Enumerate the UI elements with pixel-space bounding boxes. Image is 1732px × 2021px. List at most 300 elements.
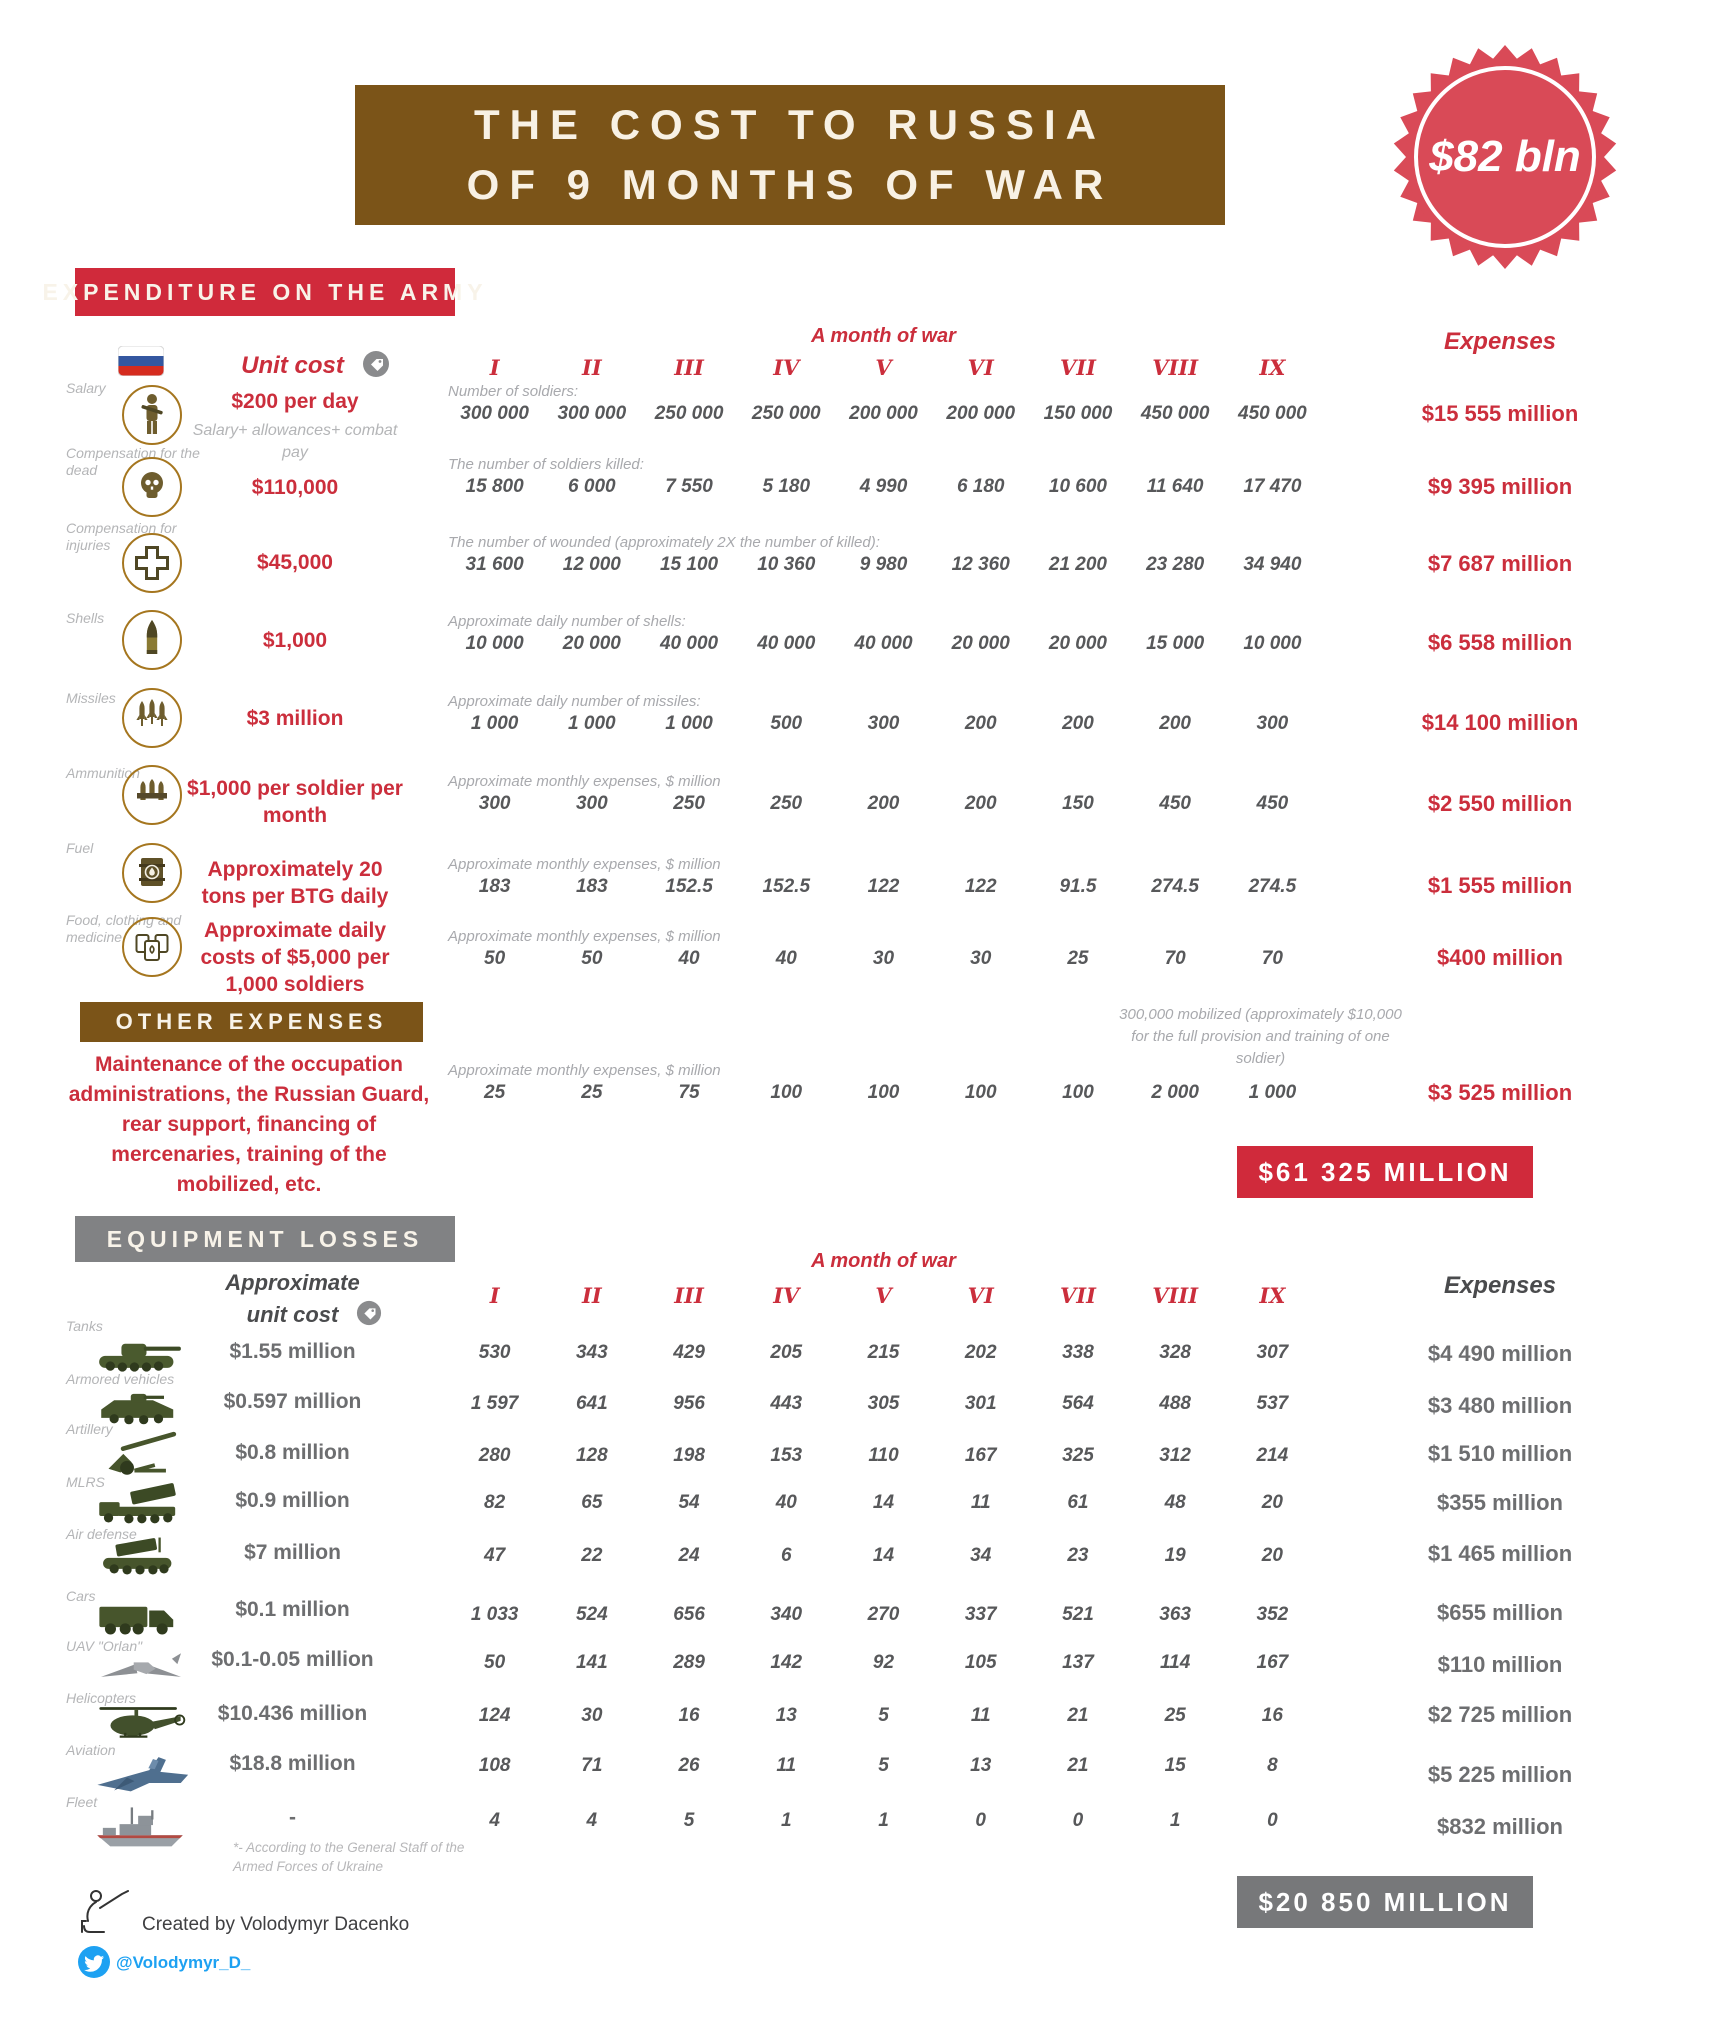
ammunition-value: 450 — [1159, 793, 1191, 814]
row-label-killed: The number of soldiers killed: — [448, 456, 644, 473]
section-header-equipment: EQUIPMENT LOSSES — [75, 1216, 455, 1262]
missiles-value: 1 000 — [470, 713, 519, 734]
category-label-compensation-injuries: Compensation for injuries — [66, 520, 177, 553]
category-label-salary: Salary — [66, 380, 106, 396]
expense-wounded: $7 687 million — [1427, 551, 1573, 576]
ammunition-value: 250 — [673, 793, 705, 814]
source-footnote: *- According to the General Staff of the Armed Forces of Ukraine — [233, 1840, 465, 1874]
values-row-mlrs — [446, 1492, 1321, 1514]
approx-unit-cost-header-line2: unit cost — [246, 1302, 339, 1327]
shells-value: 40 000 — [854, 633, 913, 654]
artillery-value: 128 — [575, 1445, 608, 1466]
other-value: 25 — [581, 1082, 603, 1103]
values-row-ammunition — [446, 793, 1321, 815]
mobilization-note: 300,000 mobilized (approximately $10,000 for the full provision and training of one soldier) — [1119, 1006, 1402, 1067]
helicopters-value: 11 — [970, 1705, 991, 1726]
mlrs-value: 48 — [1164, 1492, 1186, 1513]
category-label-compensation-dead: Compensation for the dead — [66, 445, 200, 478]
unit-cost-tanks: $1.55 million — [229, 1340, 356, 1363]
aviation-value: 21 — [1067, 1755, 1089, 1776]
ammunition-value: 150 — [1062, 793, 1094, 814]
unit-cost-salary-note: Salary+ allowances+ combat pay — [192, 422, 398, 461]
helicopter-icon — [80, 1696, 200, 1744]
armored-value: 1 597 — [470, 1393, 519, 1414]
soldiers-value: 450 000 — [1238, 403, 1307, 424]
fuel-value: 122 — [964, 876, 997, 897]
section-header-other-expenses: OTHER EXPENSES — [80, 1002, 423, 1042]
category-label-helicopters: Helicopters — [66, 1690, 137, 1706]
unit-cost-header: Unit cost — [241, 352, 344, 379]
ammunition-belt-icon — [120, 763, 184, 827]
helicopters-value: 30 — [581, 1705, 603, 1726]
category-label-fuel: Fuel — [66, 840, 94, 856]
values-row-fuel — [446, 876, 1321, 898]
shells-value: 40 000 — [757, 633, 816, 654]
row-label-missiles: Approximate daily number of missiles: — [448, 693, 701, 710]
uav-value: 167 — [1256, 1652, 1289, 1673]
shell-icon — [120, 608, 184, 672]
mlrs-value: 61 — [1067, 1492, 1089, 1513]
ammunition-value: 450 — [1256, 793, 1289, 814]
uav-value: 137 — [1062, 1652, 1094, 1673]
values-row-killed — [446, 476, 1321, 498]
month-column-label: VI — [967, 355, 994, 380]
author-sketch-icon — [72, 1886, 138, 1940]
row-label-fuel: Approximate monthly expenses, $ million — [448, 856, 721, 873]
shells-value: 20 000 — [951, 633, 1010, 654]
armored-value: 641 — [575, 1393, 608, 1414]
food-cans-icon — [120, 915, 184, 979]
artillery-value: 280 — [478, 1445, 511, 1466]
air-defense-value: 24 — [678, 1545, 700, 1566]
category-label-shells: Shells — [66, 610, 105, 626]
row-label-soldiers: Number of soldiers: — [448, 383, 579, 400]
price-tag-icon — [356, 1300, 382, 1326]
air-defense-value: 6 — [780, 1545, 792, 1566]
cars-value: 337 — [964, 1604, 997, 1625]
expense-air-defense: $1 465 million — [1427, 1541, 1573, 1566]
helicopters-value: 16 — [1261, 1705, 1283, 1726]
month-column-label: I — [489, 1283, 500, 1308]
row-label-shells: Approximate daily number of shells: — [448, 613, 686, 630]
expense-artillery: $1 510 million — [1427, 1441, 1573, 1466]
cars-value: 521 — [1062, 1604, 1094, 1625]
shells-value: 15 000 — [1146, 633, 1205, 654]
fuel-value: 183 — [575, 876, 608, 897]
ammunition-value: 200 — [867, 793, 900, 814]
uav-value: 289 — [673, 1652, 705, 1673]
missiles-value: 1 000 — [665, 713, 713, 734]
soldiers-value: 250 000 — [654, 403, 724, 424]
values-row-missiles — [446, 713, 1321, 735]
air-defense-icon — [82, 1532, 198, 1580]
other-value: 2 000 — [1151, 1082, 1199, 1103]
fuel-barrel-icon — [120, 841, 184, 905]
fleet-value: 1 — [878, 1810, 889, 1831]
expense-missiles: $14 100 million — [1421, 710, 1579, 735]
month-column-label: V — [875, 1283, 892, 1308]
fleet-value: 1 — [1169, 1810, 1181, 1831]
wounded-value: 12 360 — [951, 554, 1010, 575]
values-row-tanks — [446, 1342, 1321, 1364]
missiles-value: 1 000 — [568, 713, 616, 734]
expense-fleet: $832 million — [1437, 1814, 1563, 1839]
row-label-ammunition: Approximate monthly expenses, $ million — [448, 773, 721, 790]
expense-shells: $6 558 million — [1427, 630, 1573, 655]
soldiers-value: 450 000 — [1140, 403, 1210, 424]
food-value: 50 — [581, 948, 603, 969]
values-row-shells — [446, 633, 1321, 655]
expense-tanks: $4 490 million — [1427, 1341, 1573, 1366]
other-expenses-description: Maintenance of the occupation administrations, the Russian Guard, rear support, financing of mercenaries, training of the mobilized, etc. — [68, 1053, 430, 1196]
military-truck-icon — [82, 1592, 198, 1640]
total-cost-badge: $82 bln — [1429, 132, 1581, 181]
fleet-value: 4 — [489, 1810, 500, 1831]
tanks-value: 215 — [867, 1342, 900, 1363]
month-column-label: III — [674, 355, 704, 380]
category-label-air-defense: Air defense — [66, 1526, 137, 1542]
uav-drone-icon — [86, 1646, 196, 1686]
other-value: 100 — [964, 1082, 997, 1103]
title-line-1: THE COST TO RUSSIA — [474, 101, 1106, 148]
unit-cost-injuries: $45,000 — [257, 551, 333, 574]
fleet-value: 5 — [683, 1810, 695, 1831]
soldiers-value: 200 000 — [946, 403, 1016, 424]
equipment-total-badge: $20 850 MILLION — [1237, 1876, 1533, 1928]
soldiers-value: 300 000 — [460, 403, 529, 424]
month-column-label: II — [582, 355, 602, 380]
month-of-war-header-equipment: A month of war — [811, 1250, 956, 1272]
tanks-value: 338 — [1062, 1342, 1094, 1363]
tanks-value: 328 — [1159, 1342, 1191, 1363]
twitter-icon[interactable] — [78, 1946, 110, 1978]
army-total-badge: $61 325 MILLION — [1237, 1146, 1533, 1198]
cars-value: 1 033 — [470, 1604, 519, 1625]
aviation-value: 71 — [581, 1755, 603, 1776]
helicopters-value: 13 — [775, 1705, 797, 1726]
values-row-wounded — [446, 554, 1321, 576]
uav-value: 105 — [964, 1652, 997, 1673]
unit-cost-armored: $0.597 million — [223, 1390, 362, 1413]
month-column-label: VI — [967, 1283, 994, 1308]
wounded-value: 31 600 — [465, 554, 524, 575]
artillery-value: 153 — [770, 1445, 803, 1466]
expenses-header-equipment: Expenses — [1443, 1272, 1557, 1299]
category-label-tanks: Tanks — [66, 1318, 103, 1334]
armored-value: 956 — [673, 1393, 705, 1414]
expense-armored: $3 480 million — [1427, 1393, 1573, 1418]
unit-cost-dead: $110,000 — [251, 476, 339, 499]
title-line-2: OF 9 MONTHS OF WAR — [466, 161, 1114, 208]
other-value: 100 — [1062, 1082, 1094, 1103]
helicopters-value: 16 — [678, 1705, 700, 1726]
killed-value: 11 640 — [1146, 476, 1204, 497]
soldiers-value: 150 000 — [1043, 403, 1113, 424]
missiles-value: 200 — [964, 713, 997, 734]
aviation-value: 108 — [478, 1755, 511, 1776]
wounded-value: 10 360 — [757, 554, 816, 575]
killed-value: 15 800 — [465, 476, 524, 497]
helicopters-value: 124 — [478, 1705, 511, 1726]
food-value: 30 — [970, 948, 992, 969]
armored-value: 305 — [867, 1393, 900, 1414]
aviation-value: 15 — [1164, 1755, 1186, 1776]
month-column-label: II — [582, 1283, 602, 1308]
uav-value: 141 — [575, 1652, 608, 1673]
fleet-value: 0 — [1072, 1810, 1084, 1831]
ammunition-value: 200 — [964, 793, 997, 814]
fuel-value: 183 — [478, 876, 511, 897]
values-row-artillery — [446, 1445, 1321, 1467]
tanks-value: 202 — [964, 1342, 997, 1363]
helicopters-value: 5 — [878, 1705, 889, 1726]
unit-cost-fuel: Approximately 20 tons per BTG daily — [201, 858, 389, 908]
mlrs-icon — [80, 1478, 200, 1528]
helicopters-value: 25 — [1164, 1705, 1186, 1726]
shells-value: 40 000 — [659, 633, 719, 654]
food-value: 40 — [678, 948, 700, 969]
unit-cost-missiles: $3 million — [246, 707, 344, 730]
category-label-missiles: Missiles — [66, 690, 116, 706]
month-column-label: VIII — [1152, 355, 1199, 380]
fuel-value: 152.5 — [665, 876, 713, 897]
artillery-value: 214 — [1256, 1445, 1289, 1466]
fuel-value: 274.5 — [1151, 876, 1199, 897]
killed-value: 4 990 — [859, 476, 908, 497]
artillery-value: 325 — [1062, 1445, 1094, 1466]
aviation-value: 8 — [1267, 1755, 1278, 1776]
air-defense-value: 14 — [872, 1545, 895, 1566]
expense-cars: $655 million — [1437, 1600, 1563, 1625]
helicopters-value: 21 — [1067, 1705, 1089, 1726]
category-label-uav: UAV "Orlan" — [66, 1638, 143, 1654]
expense-mlrs: $355 million — [1437, 1490, 1563, 1515]
ammunition-value: 250 — [770, 793, 803, 814]
wounded-value: 34 940 — [1243, 554, 1302, 575]
values-row-aviation — [446, 1755, 1321, 1777]
expense-ammunition: $2 550 million — [1427, 791, 1573, 816]
tanks-value: 429 — [673, 1342, 705, 1363]
uav-value: 142 — [770, 1652, 803, 1673]
category-label-aviation: Aviation — [66, 1742, 116, 1758]
food-value: 40 — [775, 948, 797, 969]
unit-cost-shells: $1,000 — [262, 629, 328, 652]
tanks-value: 205 — [770, 1342, 803, 1363]
expense-helicopters: $2 725 million — [1427, 1702, 1573, 1727]
food-value: 70 — [1164, 948, 1186, 969]
month-columns-equipment — [446, 1283, 1321, 1308]
cars-value: 363 — [1159, 1604, 1191, 1625]
fuel-value: 274.5 — [1248, 876, 1297, 897]
uav-value: 50 — [484, 1652, 506, 1673]
aviation-value: 11 — [776, 1755, 797, 1776]
other-value: 75 — [678, 1082, 700, 1103]
unit-cost-cars: $0.1 million — [235, 1598, 350, 1621]
air-defense-value: 20 — [1261, 1545, 1283, 1566]
aviation-value: 26 — [678, 1755, 700, 1776]
warship-icon — [80, 1800, 200, 1852]
missiles-value: 200 — [1159, 713, 1191, 734]
tanks-value: 307 — [1256, 1342, 1289, 1363]
month-column-label: IV — [773, 1283, 800, 1308]
shells-value: 10 000 — [465, 633, 524, 654]
fleet-value: 0 — [1267, 1810, 1278, 1831]
expenses-header-army: Expenses — [1443, 328, 1557, 355]
medical-cross-icon — [120, 531, 184, 595]
ammunition-value: 300 — [575, 793, 608, 814]
category-label-mlrs: MLRS — [66, 1474, 105, 1490]
mlrs-value: 65 — [581, 1492, 603, 1513]
row-label-food: Approximate monthly expenses, $ million — [448, 928, 721, 945]
armored-value: 564 — [1062, 1393, 1094, 1414]
wounded-value: 15 100 — [659, 554, 719, 575]
killed-value: 5 180 — [762, 476, 811, 497]
aviation-value: 13 — [970, 1755, 992, 1776]
category-label-ammunition: Ammunition — [66, 765, 140, 781]
artillery-value: 198 — [673, 1445, 705, 1466]
expense-food: $400 million — [1437, 945, 1563, 970]
month-column-label: III — [674, 1283, 704, 1308]
title-banner — [355, 85, 1225, 225]
artillery-value: 167 — [964, 1445, 997, 1466]
missiles-value: 300 — [1256, 713, 1289, 734]
shells-value: 20 000 — [562, 633, 621, 654]
unit-cost-salary: $200 per day — [231, 390, 359, 413]
category-label-cars: Cars — [66, 1588, 96, 1604]
mlrs-value: 54 — [678, 1492, 700, 1513]
category-label-artillery: Artillery — [66, 1421, 113, 1437]
fleet-value: 0 — [975, 1810, 986, 1831]
missiles-icon — [120, 686, 184, 750]
values-row-food — [446, 948, 1321, 970]
artillery-value: 312 — [1159, 1445, 1191, 1466]
values-row-fleet — [446, 1810, 1321, 1832]
air-defense-value: 47 — [484, 1545, 506, 1566]
row-label-other: Approximate monthly expenses, $ million — [448, 1062, 721, 1079]
uav-value: 114 — [1160, 1652, 1191, 1673]
month-column-label: VIII — [1152, 1283, 1199, 1308]
expense-fuel: $1 555 million — [1427, 873, 1573, 898]
shells-value: 10 000 — [1243, 633, 1302, 654]
fuel-value: 91.5 — [1059, 876, 1097, 897]
artillery-icon — [82, 1428, 198, 1478]
cars-value: 340 — [770, 1604, 803, 1625]
unit-cost-mlrs: $0.9 million — [235, 1489, 350, 1512]
soldier-icon — [120, 383, 184, 447]
wounded-value: 23 280 — [1146, 554, 1205, 575]
tanks-value: 530 — [478, 1342, 511, 1363]
mlrs-value: 20 — [1261, 1492, 1283, 1513]
month-column-label: V — [875, 355, 892, 380]
month-column-label: VII — [1059, 1283, 1096, 1308]
credit-text: Created by Volodymyr Dacenko — [142, 1914, 410, 1935]
unit-cost-food: Approximate daily costs of $5,000 per 1,000 soldiers — [200, 919, 390, 996]
twitter-handle[interactable]: @Volodymyr_D_ — [116, 1953, 251, 1972]
killed-value: 17 470 — [1243, 476, 1302, 497]
other-value: 25 — [484, 1082, 506, 1103]
values-row-other — [446, 1082, 1321, 1104]
killed-value: 10 600 — [1048, 476, 1107, 497]
cars-value: 270 — [867, 1604, 900, 1625]
values-row-soldiers — [446, 403, 1321, 425]
uav-value: 92 — [872, 1652, 895, 1673]
values-row-helicopters — [446, 1705, 1321, 1727]
soldiers-value: 250 000 — [751, 403, 821, 424]
food-value: 70 — [1261, 948, 1283, 969]
other-value: 1 000 — [1248, 1082, 1297, 1103]
month-of-war-header-army: A month of war — [811, 325, 956, 347]
soldiers-value: 300 000 — [557, 403, 627, 424]
cars-value: 524 — [575, 1604, 608, 1625]
month-column-label: VII — [1059, 355, 1096, 380]
wounded-value: 9 980 — [859, 554, 908, 575]
month-column-label: IX — [1259, 1283, 1286, 1308]
expense-killed: $9 395 million — [1427, 474, 1573, 499]
approx-unit-cost-header-line1: Approximate — [225, 1270, 360, 1295]
unit-cost-aviation: $18.8 million — [229, 1752, 356, 1775]
values-row-uav — [446, 1652, 1321, 1674]
mlrs-value: 11 — [970, 1492, 991, 1513]
shells-value: 20 000 — [1048, 633, 1107, 654]
mlrs-value: 40 — [775, 1492, 797, 1513]
category-label-food: Food, clothing and medicine — [66, 912, 182, 945]
unit-cost-ammunition: $1,000 per soldier per month — [187, 777, 403, 827]
food-value: 30 — [872, 948, 895, 969]
air-defense-value: 19 — [1164, 1545, 1186, 1566]
tanks-value: 343 — [575, 1342, 608, 1363]
armored-value: 537 — [1256, 1393, 1289, 1414]
aviation-value: 5 — [878, 1755, 889, 1776]
missiles-value: 500 — [770, 713, 803, 734]
section-header-expenditure: EXPENDITURE ON THE ARMY — [75, 268, 455, 316]
cars-value: 352 — [1256, 1604, 1289, 1625]
expense-uav: $110 million — [1437, 1652, 1563, 1677]
killed-value: 7 550 — [665, 476, 713, 497]
mlrs-value: 14 — [872, 1492, 895, 1513]
month-column-label: IX — [1259, 355, 1286, 380]
unit-cost-artillery: $0.8 million — [235, 1441, 350, 1464]
fighter-jet-icon — [80, 1746, 200, 1796]
air-defense-value: 22 — [581, 1545, 603, 1566]
armored-value: 443 — [770, 1393, 803, 1414]
unit-cost-helicopters: $10.436 million — [217, 1702, 368, 1725]
food-value: 25 — [1067, 948, 1089, 969]
fuel-value: 122 — [867, 876, 900, 897]
air-defense-value: 23 — [1067, 1545, 1089, 1566]
month-column-label: IV — [773, 355, 800, 380]
killed-value: 6 000 — [568, 476, 616, 497]
fleet-value: 4 — [586, 1810, 598, 1831]
skull-icon — [120, 455, 184, 519]
price-tag-icon — [362, 350, 390, 378]
armored-value: 301 — [964, 1393, 997, 1414]
row-label-wounded: The number of wounded (approximately 2X the number of killed): — [448, 534, 880, 551]
expense-aviation: $5 225 million — [1427, 1762, 1573, 1787]
mlrs-value: 82 — [484, 1492, 506, 1513]
artillery-value: 110 — [868, 1445, 899, 1466]
fuel-value: 152.5 — [762, 876, 811, 897]
ammunition-value: 300 — [478, 793, 511, 814]
missiles-value: 300 — [867, 713, 900, 734]
category-label-armored-vehicles: Armored vehicles — [66, 1371, 175, 1387]
unit-cost-uav: $0.1-0.05 million — [211, 1648, 374, 1671]
food-value: 50 — [484, 948, 506, 969]
armored-value: 488 — [1159, 1393, 1191, 1414]
killed-value: 6 180 — [956, 476, 1005, 497]
cars-value: 656 — [673, 1604, 705, 1625]
other-value: 100 — [867, 1082, 900, 1103]
unit-cost-air-defense: $7 million — [244, 1541, 341, 1564]
